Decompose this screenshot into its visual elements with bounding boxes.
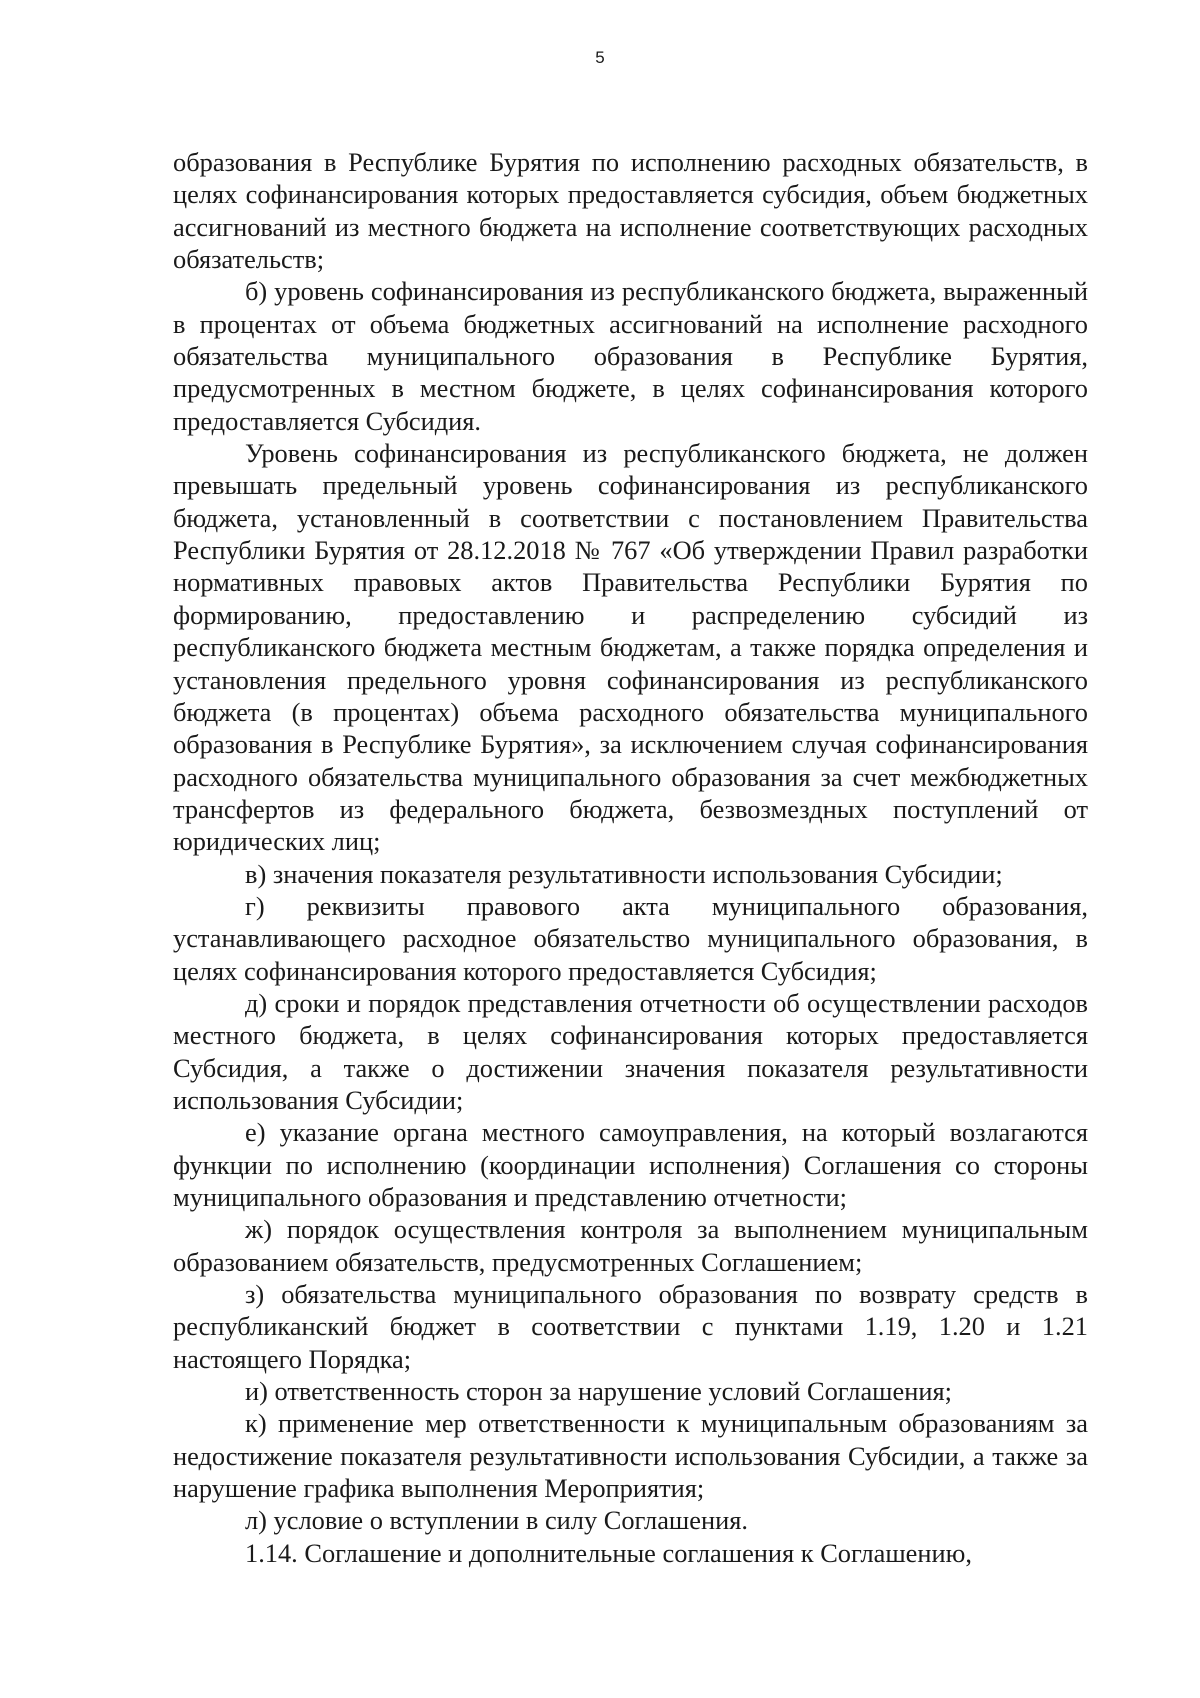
paragraph-section-1-14: 1.14. Соглашение и дополнительные соглашения к Соглашению, [245,1537,972,1568]
paragraph-item-g: г) реквизиты правового акта муниципального образования, устанавливающего расходное обязательство муниципального образования, в целях софинансирования которого предоставляется Субсидия; [173,890,1088,986]
paragraph-item-e: е) указание органа местного самоуправления, на который возлагаются функции по исполнению (координации исполнения) Соглашения со стороны муниципального образования и представлению отчетности; [173,1117,1088,1212]
document-body [173,146,1088,1569]
paragraph-item-i: и) ответственность сторон за нарушение условий Соглашения; [245,1376,952,1407]
paragraph-item-b: б) уровень софинансирования из республиканского бюджета, выраженный в процентах от объема бюджетных ассигнований на исполнение расходного обязательства муниципального образования в Республике Бурятия, предусмотренных в местном бюджете, в целях софинансирования которого предоставляется Субсидия. [173,276,1088,436]
paragraph-item-z: з) обязательства муниципального образования по возврату средств в республиканский бюджет в соответствии с пунктами 1.19, 1.20 и 1.21 настоящего Порядка; [173,1279,1088,1374]
paragraph-item-l: л) условие о вступлении в силу Соглашения. [245,1505,748,1536]
paragraph-item-v: в) значения показателя результативности использования Субсидии; [245,858,1003,889]
paragraph-cofinancing-level: Уровень софинансирования из республиканского бюджета, не должен превышать предельный уровень софинансирования из республиканского бюджета, установленный в соответствии с постановлением Правительства Республики Бурятия от 28.12.2018 № 767 «Об утверждении Правил разработки нормативных правовых актов Правительства Республики Бурятия по формированию, предоставлению и распределению субсидий из республиканского бюджета местным бюджетам, а также порядка определения и установления предельного уровня софинансирования из республиканского бюджета (в процентах) объема расходного обязательства муниципального образования в Республике Бурятия», за исключением случая софинансирования расходного обязательства муниципального образования за счет межбюджетных трансфертов из федерального бюджета, безвозмездных поступлений от юридических лиц; [173,438,1088,857]
paragraph-item-zh: ж) порядок осуществления контроля за выполнением муниципальным образованием обязательств, предусмотренных Соглашением; [173,1214,1088,1277]
paragraph-continuation: образования в Республике Бурятия по исполнению расходных обязательств, в целях софинансирования которых предоставляется субсидия, объем бюджетных ассигнований из местного бюджета на исполнение соответствующих расходных обязательств; [173,147,1088,275]
paragraph-item-k: к) применение мер ответственности к муниципальным образованиям за недостижение показателя результативности использования Субсидии, а также за нарушение графика выполнения Мероприятия; [173,1408,1088,1504]
page-number: 5 [595,48,605,67]
paragraph-item-d: д) сроки и порядок представления отчетности об осуществлении расходов местного бюджета, в целях софинансирования которых предоставляется Субсидия, а также о достижении значения показателя результативности использования Субсидии; [173,987,1088,1115]
